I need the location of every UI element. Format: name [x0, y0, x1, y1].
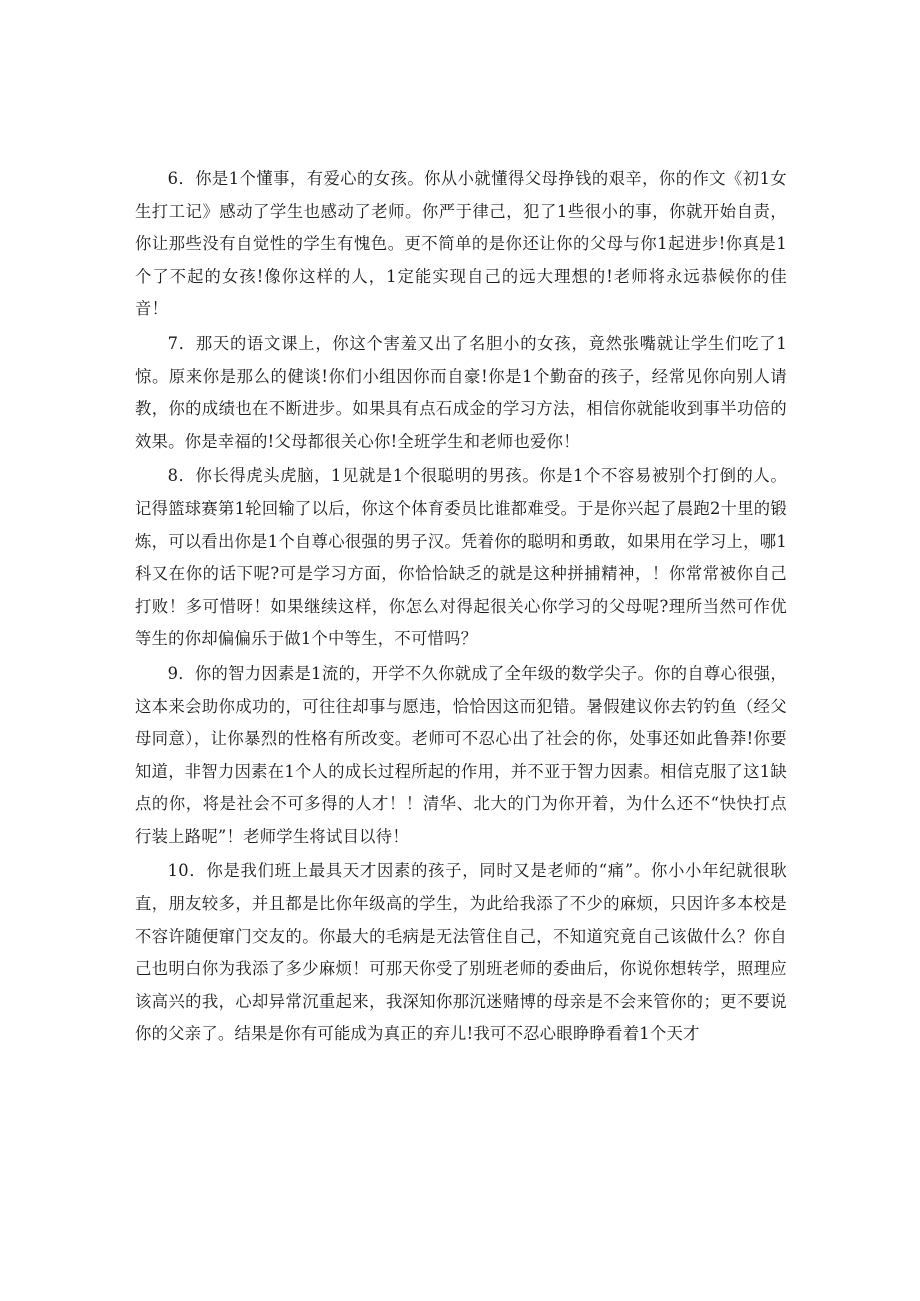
- paragraph-9: 9．你的智力因素是1流的，开学不久你就成了全年级的数学尖子。你的自尊心很强，这本来会助你成功的，可往往却事与愿违，恰恰因这而犯错。暑假建议你去钓钓鱼（经父母同意），让你暴烈的性格有所改变。老师可不忍心出了社会的你，处事还如此鲁莽!你要知道，非智力因素在1个人的成长过程所起的作用，并不亚于智力因素。相信克服了这1缺点的你，将是社会不可多得的人才！！清华、北大的门为你开着，为什么还不“快快打点行装上路呢”！老师学生将试目以待！: [135, 663, 787, 846]
- document-body: [135, 163, 787, 1053]
- paragraph-10: 10．你是我们班上最具天才因素的孩子，同时又是老师的“痛”。你小小年纪就很耿直，朋友较多，并且都是比你年级高的学生，为此给我添了不少的麻烦，只因许多本校是不容许随便窜门交友的。你最大的毛病是无法管住自己，不知道究竟自己该做什么？你自己也明白你为我添了多少麻烦！可那天你受了别班老师的委曲后，你说你想转学，照理应该高兴的我，心却异常沉重起来，我深知你那沉迷赌博的母亲是不会来管你的；更不要说你的父亲了。结果是你有可能成为真正的弃儿!我可不忍心眼睁睁看着1个天才: [135, 861, 787, 1044]
- paragraph-8: 8．你长得虎头虎脑，1见就是1个很聪明的男孩。你是1个不容易被别个打倒的人。记得篮球赛第1轮回输了以后，你这个体育委员比谁都难受。于是你兴起了晨跑2十里的锻炼，可以看出你是1个自尊心很强的男子汉。凭着你的聪明和勇敢，如果用在学习上，哪1科又在你的话下呢?可是学习方面，你恰恰缺乏的就是这种拼捕精神，！你常常被你自己打败！多可惜呀！如果继续这样，你怎么对得起很关心你学习的父母呢?理所当然可作优等生的你却偏偏乐于做1个中等生，不可惜吗？: [135, 466, 787, 649]
- paragraph-7: 7．那天的语文课上，你这个害羞又出了名胆小的女孩，竟然张嘴就让学生们吃了1惊。原来你是那么的健谈!你们小组因你而自豪!你是1个勤奋的孩子，经常见你向别人请教，你的成绩也在不断进步。如果具有点石成金的学习方法，相信你就能收到事半功倍的效果。你是幸福的!父母都很关心你!全班学生和老师也爱你！: [135, 333, 787, 451]
- paragraph-6: 6．你是1个懂事，有爱心的女孩。你从小就懂得父母挣钱的艰辛，你的作文《初1女生打工记》感动了学生也感动了老师。你严于律己，犯了1些很小的事，你就开始自责，你让那些没有自觉性的学生有愧色。更不简单的是你还让你的父母与你1起进步!你真是1个了不起的女孩!像你这样的人，1定能实现自己的远大理想的!老师将永远恭候你的佳音！: [135, 169, 787, 319]
